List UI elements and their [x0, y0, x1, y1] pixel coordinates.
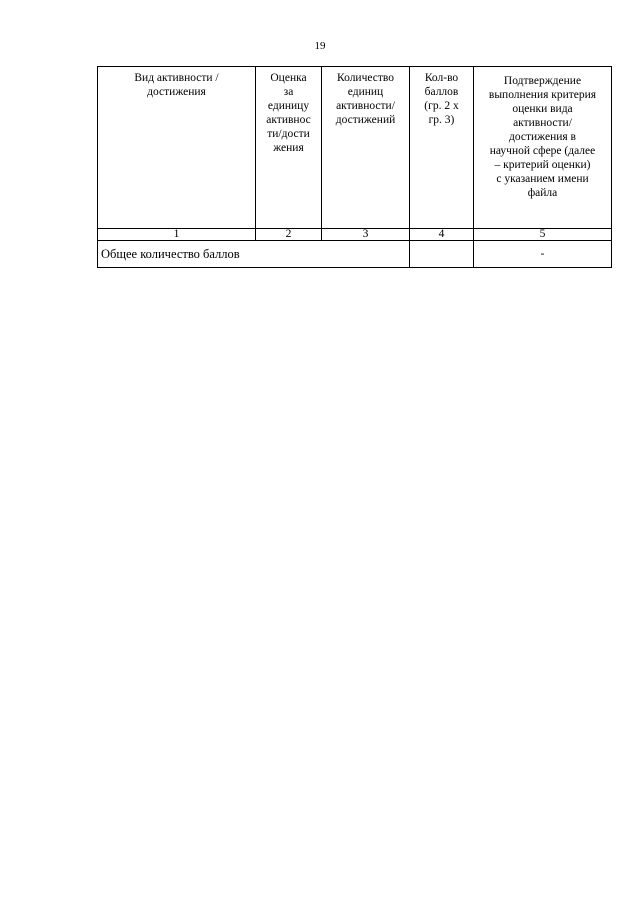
header-unit-count: Количество единиц активности/ достижений	[322, 67, 410, 229]
header-score-per-unit: Оценка за единицу активнос ти/дости жения	[256, 67, 322, 229]
column-number-row	[98, 229, 612, 241]
header-points-count: Кол-во баллов (гр. 2 х гр. 3)	[410, 67, 474, 229]
total-label: Общее количество баллов	[98, 241, 410, 268]
header-confirmation: Подтверждение выполнения критерия оценки вида активности/ достижения в научной сфере (далее – критерий оценки) с указанием имени файла	[474, 67, 612, 229]
page-number: 19	[314, 40, 326, 52]
activity-table	[97, 66, 612, 268]
table-header-row	[98, 67, 612, 229]
header-activity-type: Вид активности / достижения	[98, 67, 256, 229]
total-points-cell	[410, 241, 474, 268]
column-number-3: 3	[322, 229, 410, 241]
column-number-2: 2	[256, 229, 322, 241]
column-number-4: 4	[410, 229, 474, 241]
column-number-5: 5	[474, 229, 612, 241]
total-row	[98, 241, 612, 268]
column-number-1: 1	[98, 229, 256, 241]
total-confirmation-cell: -	[474, 241, 612, 268]
